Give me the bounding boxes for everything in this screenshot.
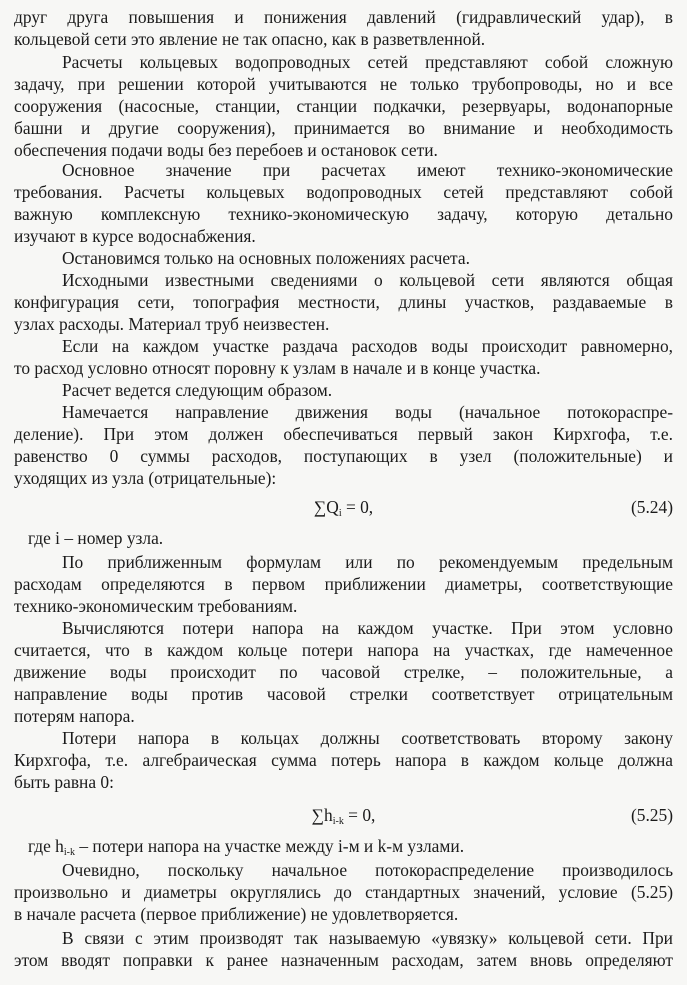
- text-line: где $h_{i-k}$ – потери напора на участке между i-м и k-м узлами.: [28, 836, 465, 858]
- text-line: Если на каждом участке раздача расходов воды происходит равномерно,: [62, 336, 673, 356]
- text-line: По приближенным формулам или по рекомендуемым предельным: [62, 552, 673, 572]
- text-line: то расход условно относят поровну к узлам в начале и в конце участка.: [14, 358, 541, 378]
- text-line: изучают в курсе водоснабжения.: [14, 226, 256, 246]
- text-line: технико-экономическим требованиям.: [14, 596, 298, 616]
- text-line: потерям напора.: [14, 706, 135, 726]
- text-line: направление воды против часовой стрелки соответствует отрицательным: [14, 684, 673, 704]
- formula-5-24: [0, 495, 687, 519]
- equation-number: (5.25): [630, 805, 673, 825]
- text-line: кольцевой сети это явление не так опасно, как в разветвленной.: [14, 29, 486, 49]
- text-line: башни и другие сооружения), принимается во внимание и необходимость: [14, 118, 673, 138]
- text-line: равенство 0 суммы расходов, поступающих в узел (положительные) и: [14, 446, 673, 466]
- formula-expression: $\sum h_{i-k} = 0$,: [311, 805, 376, 827]
- text-line: важную комплексную технико-экономическую задачу, которую детально: [14, 204, 673, 224]
- text-line: уходящих из узла (отрицательные):: [14, 468, 277, 488]
- equation-number: (5.24): [630, 497, 673, 517]
- text-line: Кирхгофа, т.е. алгебраическая сумма потерь напора в каждом кольце должна: [14, 750, 673, 770]
- text-line: Потери напора в кольцах должны соответствовать второму закону: [62, 728, 673, 748]
- text-line: друг друга повышения и понижения давлений (гидравлический удар), в: [14, 7, 673, 27]
- text-line: Вычисляются потери напора на каждом участке. При этом условно: [62, 618, 673, 638]
- text-line: требования. Расчеты кольцевых водопроводных сетей представляют собой: [14, 182, 673, 202]
- text-line: Расчеты кольцевых водопроводных сетей представляют собой сложную: [62, 52, 673, 72]
- text-line: этом вводят поправки к ранее назначенным расходам, затем вновь определяют: [14, 950, 673, 970]
- text-line: Намечается направление движения воды (начальное потокораспре-: [62, 402, 673, 422]
- formula-5-25: [0, 803, 687, 827]
- text-line: конфигурация сети, топография местности, длины участков, раздаваемые в: [14, 292, 673, 312]
- text-line: движение воды происходит по часовой стрелке, – положительные, а: [14, 662, 673, 682]
- text-line: произвольно и диаметры округлялись до стандартных значений, условие (5.25): [14, 882, 673, 902]
- text-line: где i – номер узла.: [28, 528, 164, 548]
- text-line: обеспечения подачи воды без перебоев и остановок сети.: [14, 140, 438, 160]
- text-line: считается, что в каждом кольце потери напора на участках, где намеченное: [14, 640, 673, 660]
- text-line: в начале расчета (первое приближение) не удовлетворяется.: [14, 904, 459, 924]
- text-line: Исходными известными сведениями о кольцевой сети являются общая: [62, 270, 673, 290]
- text-line: сооружения (насосные, станции, станции подкачки, резервуары, водонапорные: [14, 96, 673, 116]
- text-line: Остановимся только на основных положениях расчета.: [62, 248, 470, 268]
- text-line: Расчет ведется следующим образом.: [62, 380, 333, 400]
- text-line: Очевидно, поскольку начальное потокораспределение производилось: [62, 860, 673, 880]
- text-line: Основное значение при расчетах имеют технико-экономические: [62, 160, 673, 180]
- text-line: задачу, при решении которой учитываются не только трубопроводы, но и все: [14, 74, 673, 94]
- text-line: быть равна 0:: [14, 772, 114, 792]
- text-line: деление). При этом должен обеспечиваться первый закон Кирхгофа, т.е.: [14, 424, 673, 444]
- text-line: В связи с этим производят так называемую «увязку» кольцевой сети. При: [62, 928, 673, 948]
- text-line: узлах расходы. Материал труб неизвестен.: [14, 314, 330, 334]
- text-line: расходам определяются в первом приближении диаметры, соответствующие: [14, 574, 673, 594]
- formula-expression: $\sum Q_i = 0$,: [313, 497, 374, 519]
